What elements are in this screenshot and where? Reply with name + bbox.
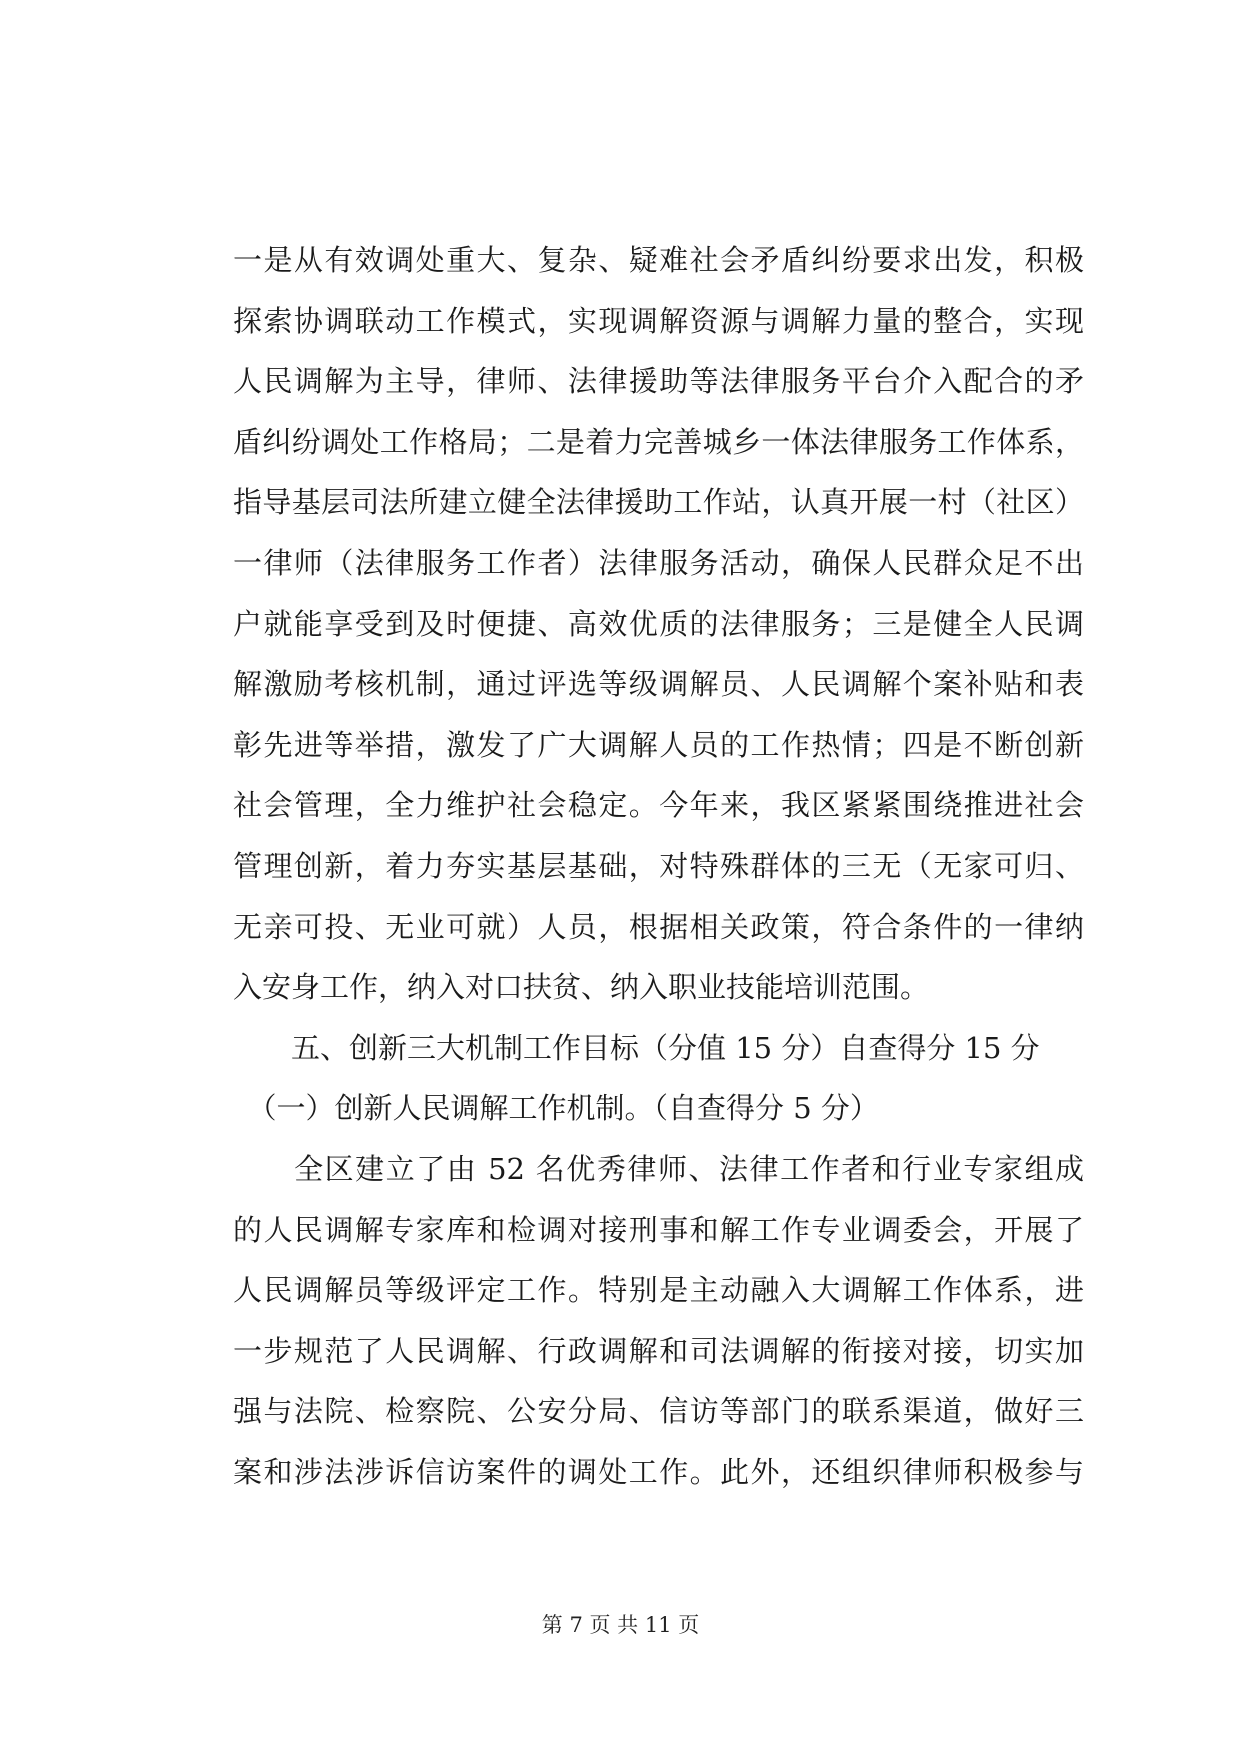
text-line: 指导基层司法所建立健全法律援助工作站，认真开展一村（社区） xyxy=(233,485,1084,520)
text-line: 五、创新三大机制工作目标（分值 15 分）自查得分 15 分 xyxy=(233,1030,1040,1065)
text-line: 的人民调解专家库和检调对接刑事和解工作专业调委会，开展了 xyxy=(233,1212,1084,1247)
text-line: 一步规范了人民调解、行政调解和司法调解的衔接对接，切实加 xyxy=(233,1333,1084,1368)
text-line: 一是从有效调处重大、复杂、疑难社会矛盾纠纷要求出发，积极 xyxy=(233,243,1084,277)
text-line: （一）创新人民调解工作机制。（自查得分 5 分） xyxy=(233,1091,879,1126)
text-line: 探索协调联动工作模式，实现调解资源与调解力量的整合，实现 xyxy=(233,303,1084,338)
text-line: 强与法院、检察院、公安分局、信访等部门的联系渠道，做好三 xyxy=(233,1394,1084,1429)
text-line: 案和涉法涉诉信访案件的调处工作。此外，还组织律师积极参与 xyxy=(233,1454,1084,1489)
text-line: 无亲可投、无业可就）人员，根据相关政策，符合条件的一律纳 xyxy=(233,909,1084,944)
body-text xyxy=(233,230,1084,1502)
text-line: 人民调解为主导，律师、法律援助等法律服务平台介入配合的矛 xyxy=(233,364,1084,399)
text-line: 盾纠纷调处工作格局；二是着力完善城乡一体法律服务工作体系， xyxy=(233,424,1084,459)
text-line: 一律师（法律服务工作者）法律服务活动，确保人民群众足不出 xyxy=(233,545,1084,580)
text-line: 彰先进等举措，激发了广大调解人员的工作热情；四是不断创新 xyxy=(233,727,1084,762)
text-line: 管理创新，着力夯实基层基础，对特殊群体的三无（无家可归、 xyxy=(233,848,1084,883)
text-line: 人民调解员等级评定工作。特别是主动融入大调解工作体系，进 xyxy=(233,1273,1084,1308)
page-footer: 第 7 页 共 11 页 xyxy=(541,1613,700,1637)
text-line: 全区建立了由 52 名优秀律师、法律工作者和行业专家组成 xyxy=(233,1151,1084,1186)
text-line: 解激励考核机制，通过评选等级调解员、人民调解个案补贴和表 xyxy=(233,667,1084,702)
text-line: 社会管理，全力维护社会稳定。今年来，我区紧紧围绕推进社会 xyxy=(233,788,1084,823)
text-line: 户就能享受到及时便捷、高效优质的法律服务；三是健全人民调 xyxy=(233,606,1084,641)
text-line: 入安身工作，纳入对口扶贫、纳入职业技能培训范围。 xyxy=(233,970,930,1005)
